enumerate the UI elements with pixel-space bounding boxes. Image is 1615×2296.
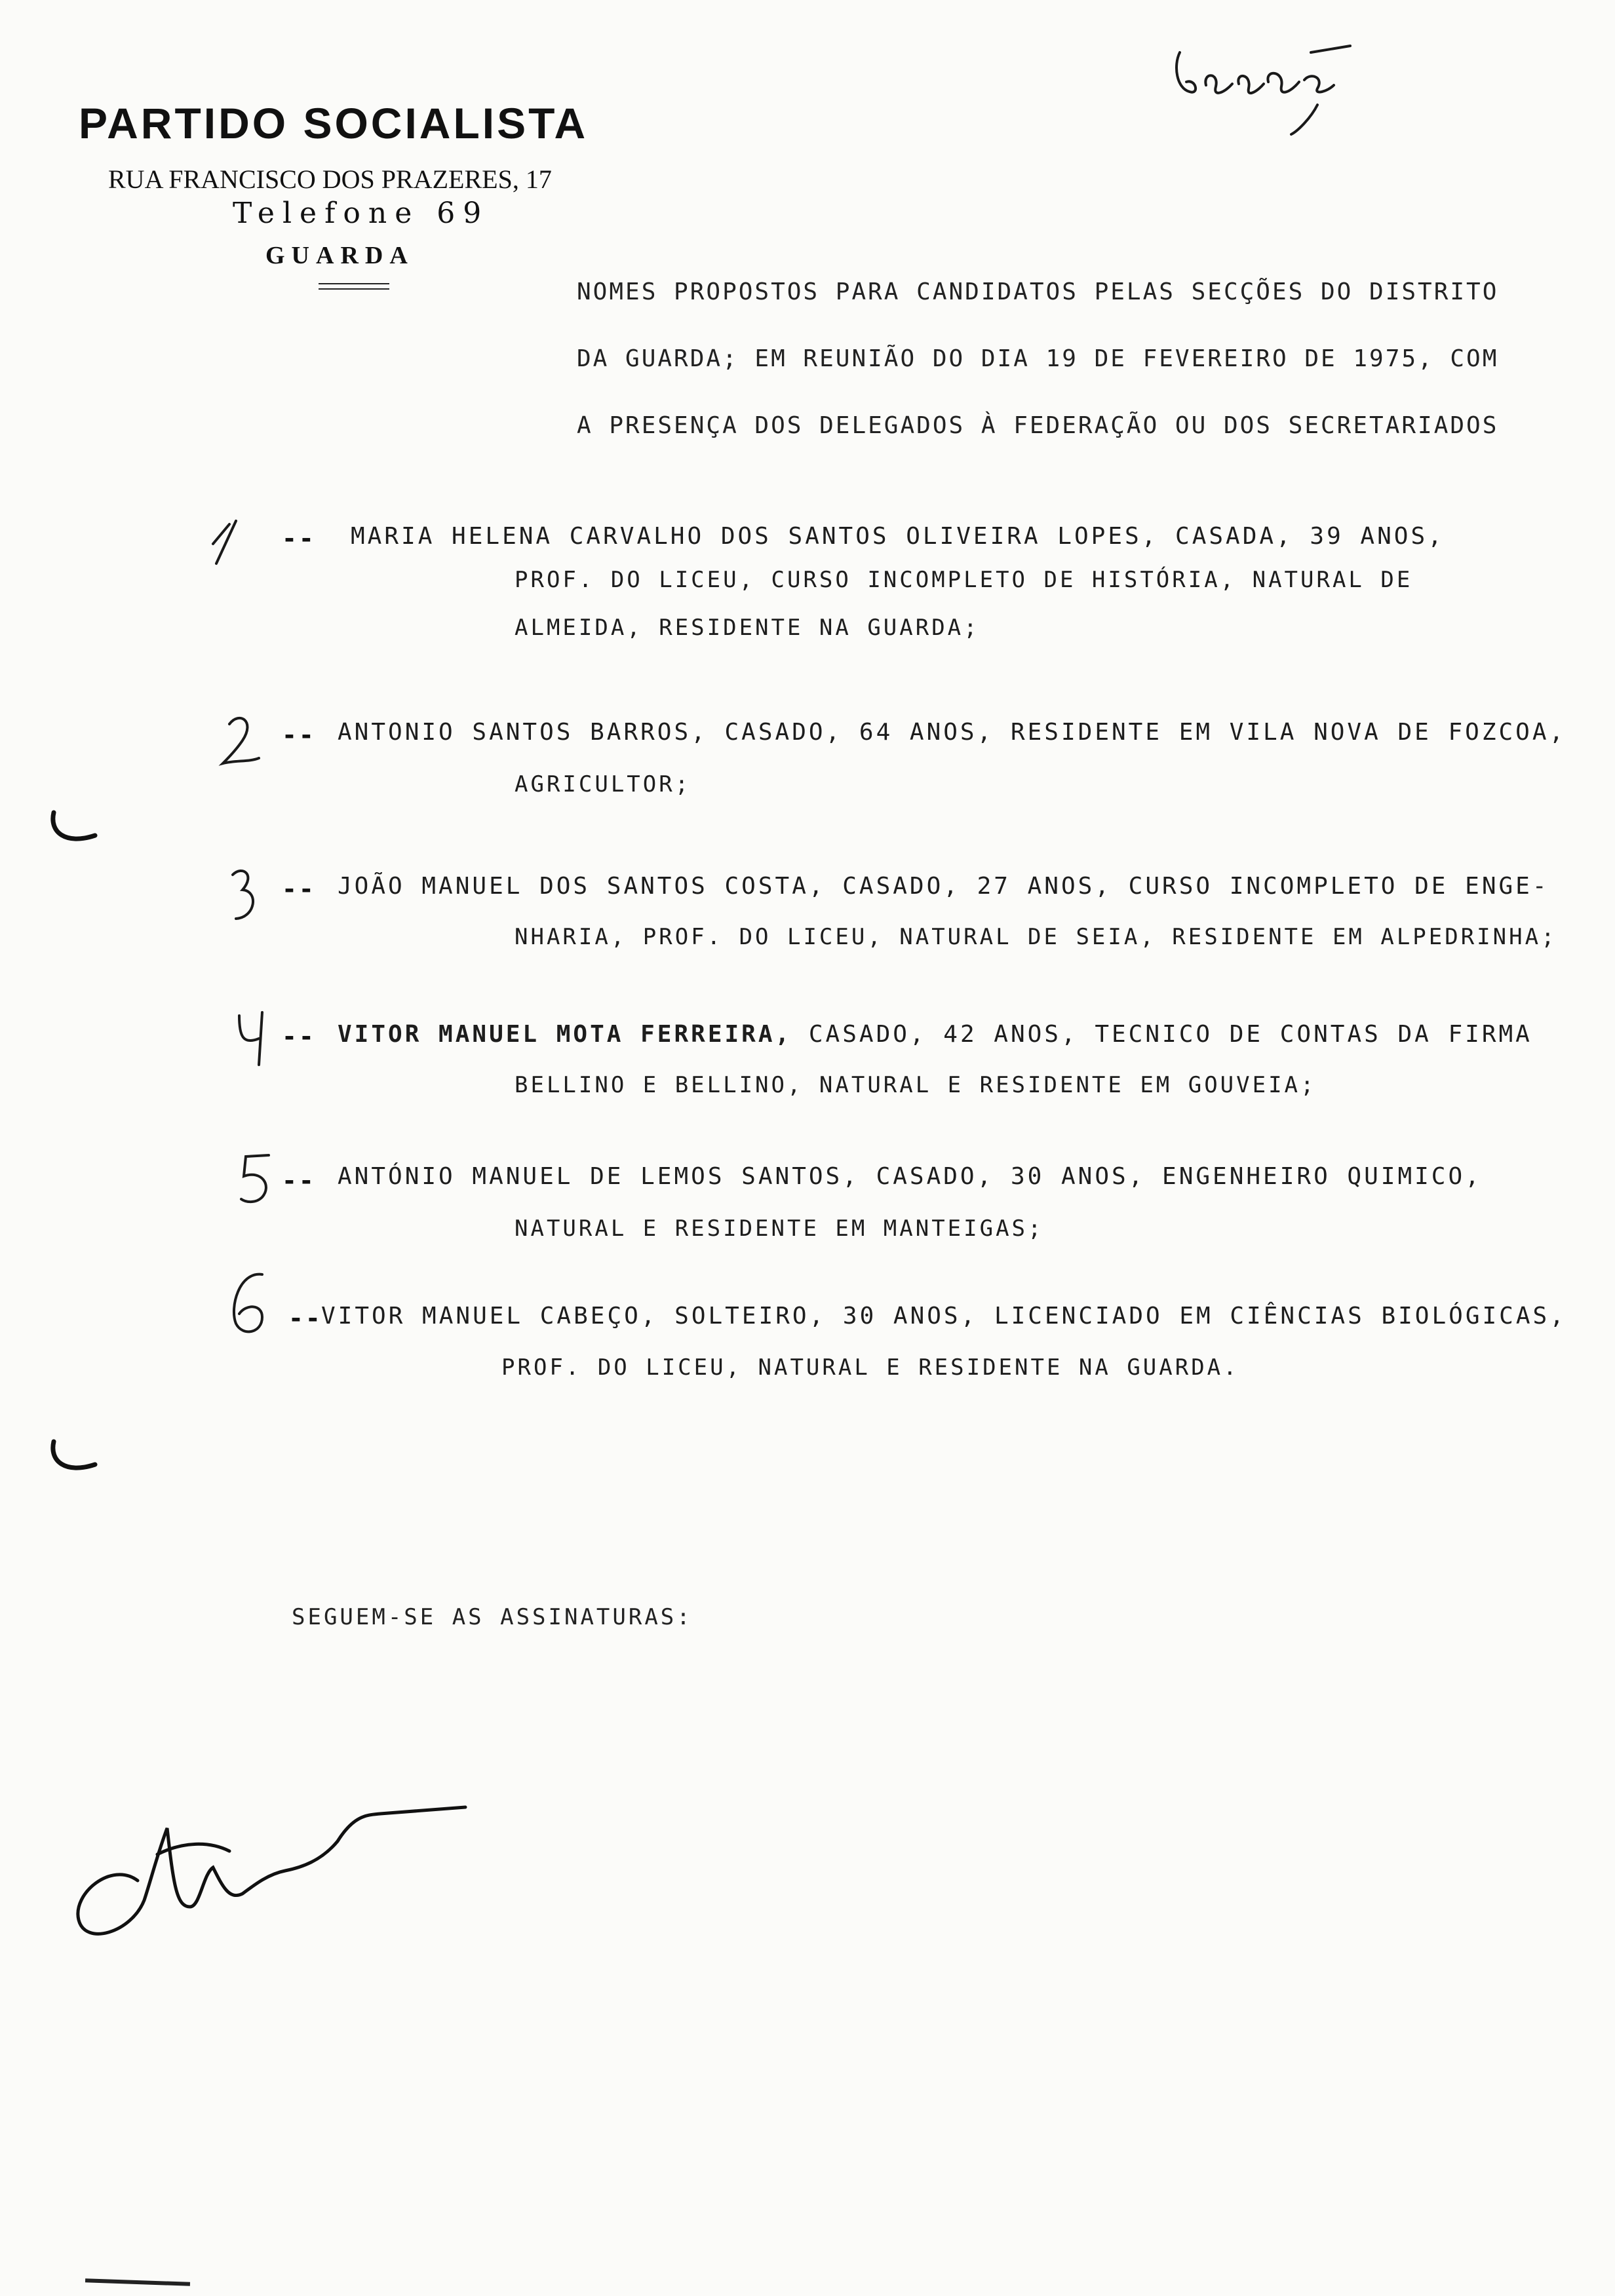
handwritten-number-6 xyxy=(226,1268,272,1340)
entry-line xyxy=(338,1021,1532,1048)
entry-line: PROF. DO LICEU, NATURAL E RESIDENTE NA GUARDA. xyxy=(501,1354,1239,1381)
entry-line: AGRICULTOR; xyxy=(515,771,691,797)
letterhead-rule xyxy=(319,288,389,290)
entry-line: ANTONIO SANTOS BARROS, CASADO, 64 ANOS, RESIDENTE EM VILA NOVA DE FOZCOA, xyxy=(338,719,1566,746)
heading-line: DA GUARDA; EM REUNIÃO DO DIA 19 DE FEVEREIRO DE 1975, COM xyxy=(577,345,1499,372)
candidate-entry xyxy=(0,865,1615,1016)
margin-mark xyxy=(46,806,105,852)
entry-line: NHARIA, PROF. DO LICEU, NATURAL DE SEIA, RESIDENTE EM ALPEDRINHA; xyxy=(515,924,1557,950)
entry-line: MARIA HELENA CARVALHO DOS SANTOS OLIVEIRA LOPES, CASADA, 39 ANOS, xyxy=(351,523,1445,550)
heading-line: NOMES PROPOSTOS PARA CANDIDATOS PELAS SECÇÕES DO DISTRITO xyxy=(577,278,1499,305)
handwritten-signature xyxy=(59,1743,478,1953)
entry-dash: -- xyxy=(282,721,316,750)
entry-line: ANTÓNIO MANUEL DE LEMOS SANTOS, CASADO, 30 ANOS, ENGENHEIRO QUIMICO, xyxy=(338,1163,1482,1190)
letterhead-org: PARTIDO SOCIALISTA xyxy=(79,99,589,147)
entry-line: VITOR MANUEL CABEÇO, SOLTEIRO, 30 ANOS, LICENCIADO EM CIÊNCIAS BIOLÓGICAS, xyxy=(321,1303,1566,1330)
candidate-entry xyxy=(0,518,1615,668)
closing-text: SEGUEM-SE AS ASSINATURAS: xyxy=(292,1604,693,1630)
candidate-entry xyxy=(0,711,1615,862)
letterhead-address: RUA FRANCISCO DOS PRAZERES, 17 xyxy=(108,164,552,194)
candidate-entry xyxy=(0,1268,1615,1419)
entry-line: JOÃO MANUEL DOS SANTOS COSTA, CASADO, 27 ANOS, CURSO INCOMPLETO DE ENGE- xyxy=(338,873,1549,900)
heading-line: A PRESENÇA DOS DELEGADOS À FEDERAÇÃO OU DOS SECRETARIADOS xyxy=(577,412,1499,439)
handwritten-number-1 xyxy=(210,518,249,577)
entry-line: BELLINO E BELLINO, NATURAL E RESIDENTE EM GOUVEIA; xyxy=(515,1072,1317,1098)
entry-dash: -- xyxy=(282,524,316,553)
entry-dash: -- xyxy=(282,1022,316,1051)
handwritten-number-3 xyxy=(223,865,262,924)
margin-mark xyxy=(46,1435,105,1481)
entry-dash: -- xyxy=(288,1304,322,1333)
scan-artifact xyxy=(85,2278,190,2286)
entry-dash: -- xyxy=(282,875,316,904)
handwritten-number-4 xyxy=(233,1009,272,1068)
entry-name: VITOR MANUEL MOTA FERREIRA, xyxy=(338,1021,792,1048)
entry-line: ALMEIDA, RESIDENTE NA GUARDA; xyxy=(515,615,980,641)
letterhead-city: GUARDA xyxy=(265,242,414,269)
handwritten-annotation xyxy=(1160,26,1370,144)
candidate-entry xyxy=(0,1009,1615,1160)
handwritten-number-5 xyxy=(236,1150,275,1209)
entry-line: PROF. DO LICEU, CURSO INCOMPLETO DE HISTÓRIA, NATURAL DE xyxy=(515,567,1413,593)
entry-line: NATURAL E RESIDENTE EM MANTEIGAS; xyxy=(515,1215,1044,1242)
letterhead-phone: Telefone 69 xyxy=(233,197,490,230)
entry-details: CASADO, 42 ANOS, TECNICO DE CONTAS DA FIRMA xyxy=(792,1021,1532,1048)
entry-dash: -- xyxy=(282,1166,316,1195)
letterhead-rule xyxy=(319,283,389,284)
handwritten-number-2 xyxy=(216,711,262,770)
document-heading xyxy=(577,259,1534,459)
